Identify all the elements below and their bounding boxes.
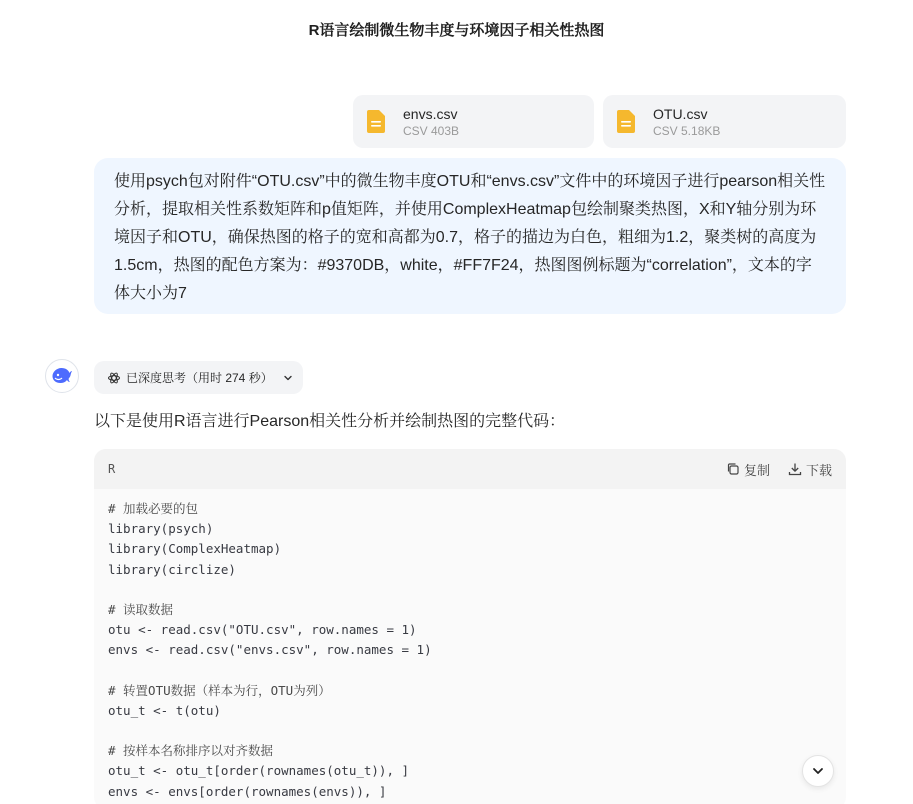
attachment-name: envs.csv bbox=[403, 106, 458, 122]
code-line: library(psych) bbox=[108, 521, 214, 537]
answer-intro-text: 以下是使用R语言进行Pearson相关性分析并绘制热图的完整代码： bbox=[94, 413, 566, 430]
chevron-down-icon bbox=[811, 764, 825, 778]
atom-icon bbox=[108, 372, 120, 384]
thinking-label: 已深度思考（用时 274 秒） bbox=[126, 371, 273, 385]
chevron-down-icon bbox=[283, 373, 293, 383]
scroll-to-bottom-button[interactable] bbox=[802, 755, 834, 787]
code-language-label: R bbox=[108, 462, 116, 476]
attachment-card-otu[interactable] bbox=[603, 95, 846, 148]
code-line: library(ComplexHeatmap) bbox=[108, 541, 282, 557]
download-label: 下载 bbox=[805, 462, 832, 478]
attachment-meta: CSV 5.18KB bbox=[653, 124, 721, 138]
file-icon bbox=[617, 110, 635, 133]
download-button[interactable] bbox=[788, 460, 832, 479]
code-line: envs <- envs[order(rownames(envs)), ] bbox=[108, 783, 387, 799]
code-line: # 转置OTU数据（样本为行，OTU为列） bbox=[108, 682, 331, 698]
copy-button[interactable] bbox=[726, 460, 770, 479]
code-line: otu <- read.csv("OTU.csv", row.names = 1) bbox=[108, 622, 417, 638]
code-line bbox=[108, 580, 832, 600]
file-icon bbox=[367, 110, 385, 133]
thinking-toggle[interactable] bbox=[94, 361, 303, 394]
attachment-card-envs[interactable] bbox=[353, 95, 594, 148]
code-line bbox=[108, 721, 832, 741]
code-line bbox=[108, 661, 832, 681]
code-line: otu_t <- otu_t[order(rownames(otu_t)), ] bbox=[108, 763, 410, 779]
user-message-text: 使用psych包对附件“OTU.csv”中的微生物丰度OTU和“envs.csv”文件中的环境因子进行pearson相关性分析，提取相关性系数矩阵和p值矩阵，并使用ComplexHeatmap包绘制聚类热图，X和Y轴分别为环境因子和OTU，确保热图的格子的宽和高都为0.7，格子的描边为白色，粗细为1.2，聚类树的高度为1.5cm，热图的配色方案为：#9370DB，white，#FF7F24，热图图例标题为“correlation”，文本的字体大小为7 bbox=[114, 173, 826, 302]
copy-icon bbox=[726, 462, 740, 476]
attachment-meta: CSV 403B bbox=[403, 124, 460, 138]
user-message-bubble bbox=[94, 158, 846, 314]
code-line: library(circlize) bbox=[108, 561, 236, 577]
code-content bbox=[94, 489, 846, 802]
code-block bbox=[94, 449, 846, 804]
copy-label: 复制 bbox=[743, 462, 770, 478]
attachment-name: OTU.csv bbox=[653, 106, 708, 122]
download-icon bbox=[788, 462, 802, 476]
page-title: R语言绘制微生物丰度与环境因子相关性热图 bbox=[308, 22, 605, 39]
code-block-header bbox=[94, 449, 846, 489]
assistant-avatar bbox=[45, 359, 79, 393]
code-line: # 读取数据 bbox=[108, 601, 174, 617]
code-line: # 加载必要的包 bbox=[108, 501, 199, 516]
code-line: # 按样本名称排序以对齐数据 bbox=[108, 743, 274, 759]
whale-logo-icon bbox=[50, 366, 74, 386]
code-line: otu_t <- t(otu) bbox=[108, 702, 221, 718]
code-line: envs <- read.csv("envs.csv", row.names = 1) bbox=[108, 642, 432, 658]
